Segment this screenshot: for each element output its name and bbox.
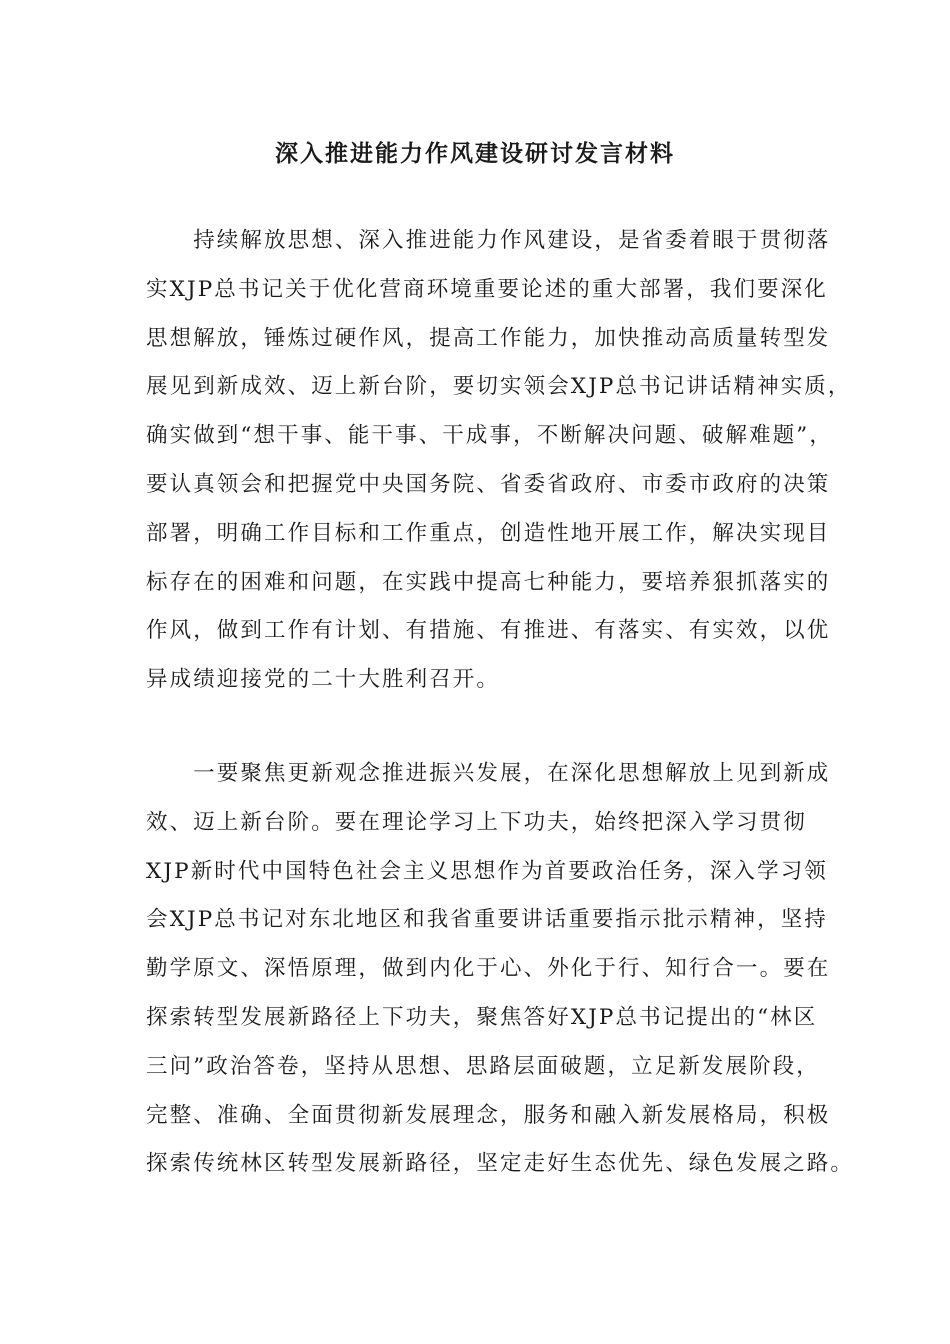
text-line: 异成绩迎接党的二十大胜利召开。 xyxy=(146,667,501,693)
text-line: 部署，明确工作目标和工作重点，创造性地开展工作，解决实现目 xyxy=(146,520,831,546)
text-line: 三问”政治答卷，坚持从思想、思路层面破题，立足新发展阶段， xyxy=(146,1053,820,1079)
text-line: 完整、准确、全面贯彻新发展理念，服务和融入新发展格局，积极 xyxy=(146,1102,831,1128)
text-line: 实XJP总书记关于优化营商环境重要论述的重大部署，我们要深化 xyxy=(146,276,828,302)
text-line: 确实做到“想干事、能干事、干成事，不断解决问题、破解难题”， xyxy=(146,423,833,449)
text-line: 持续解放思想、深入推进能力作风建设，是省委着眼于贯彻落 xyxy=(146,228,831,253)
text-line: 标存在的困难和问题，在实践中提高七种能力，要培养狠抓落实的 xyxy=(146,569,831,595)
text-line: 一要聚焦更新观念推进振兴发展，在深化思想解放上见到新成 xyxy=(146,761,831,786)
text-line: XJP新时代中国特色社会主义思想作为首要政治任务，深入学习领 xyxy=(146,858,828,884)
text-line: 作风，做到工作有计划、有措施、有推进、有落实、有实效，以优 xyxy=(146,618,831,644)
paragraph-point-one xyxy=(146,750,855,1189)
text-line: 勤学原文、深悟原理，做到内化于心、外化于行、知行合一。要在 xyxy=(146,956,831,982)
text-line: 要认真领会和把握党中央国务院、省委省政府、市委市政府的决策 xyxy=(146,471,831,497)
text-line: 会XJP总书记对东北地区和我省重要讲话重要指示批示精神，坚持 xyxy=(146,907,828,933)
text-line: 展见到新成效、迈上新台阶，要切实领会XJP总书记讲话精神实质， xyxy=(146,374,852,400)
document-title: 深入推进能力作风建设研讨发言材料 xyxy=(275,140,675,167)
paragraph-intro xyxy=(146,217,852,705)
text-line: 效、迈上新台阶。要在理论学习上下功夫，始终把深入学习贯彻 xyxy=(146,809,807,835)
text-line: 思想解放，锤炼过硬作风，提高工作能力，加快推动高质量转型发 xyxy=(146,325,831,351)
text-line: 探索转型发展新路径上下功夫，聚焦答好XJP总书记提出的“林区 xyxy=(146,1004,818,1030)
text-line: 探索传统林区转型发展新路径，坚定走好生态优先、绿色发展之路。 xyxy=(146,1151,855,1177)
